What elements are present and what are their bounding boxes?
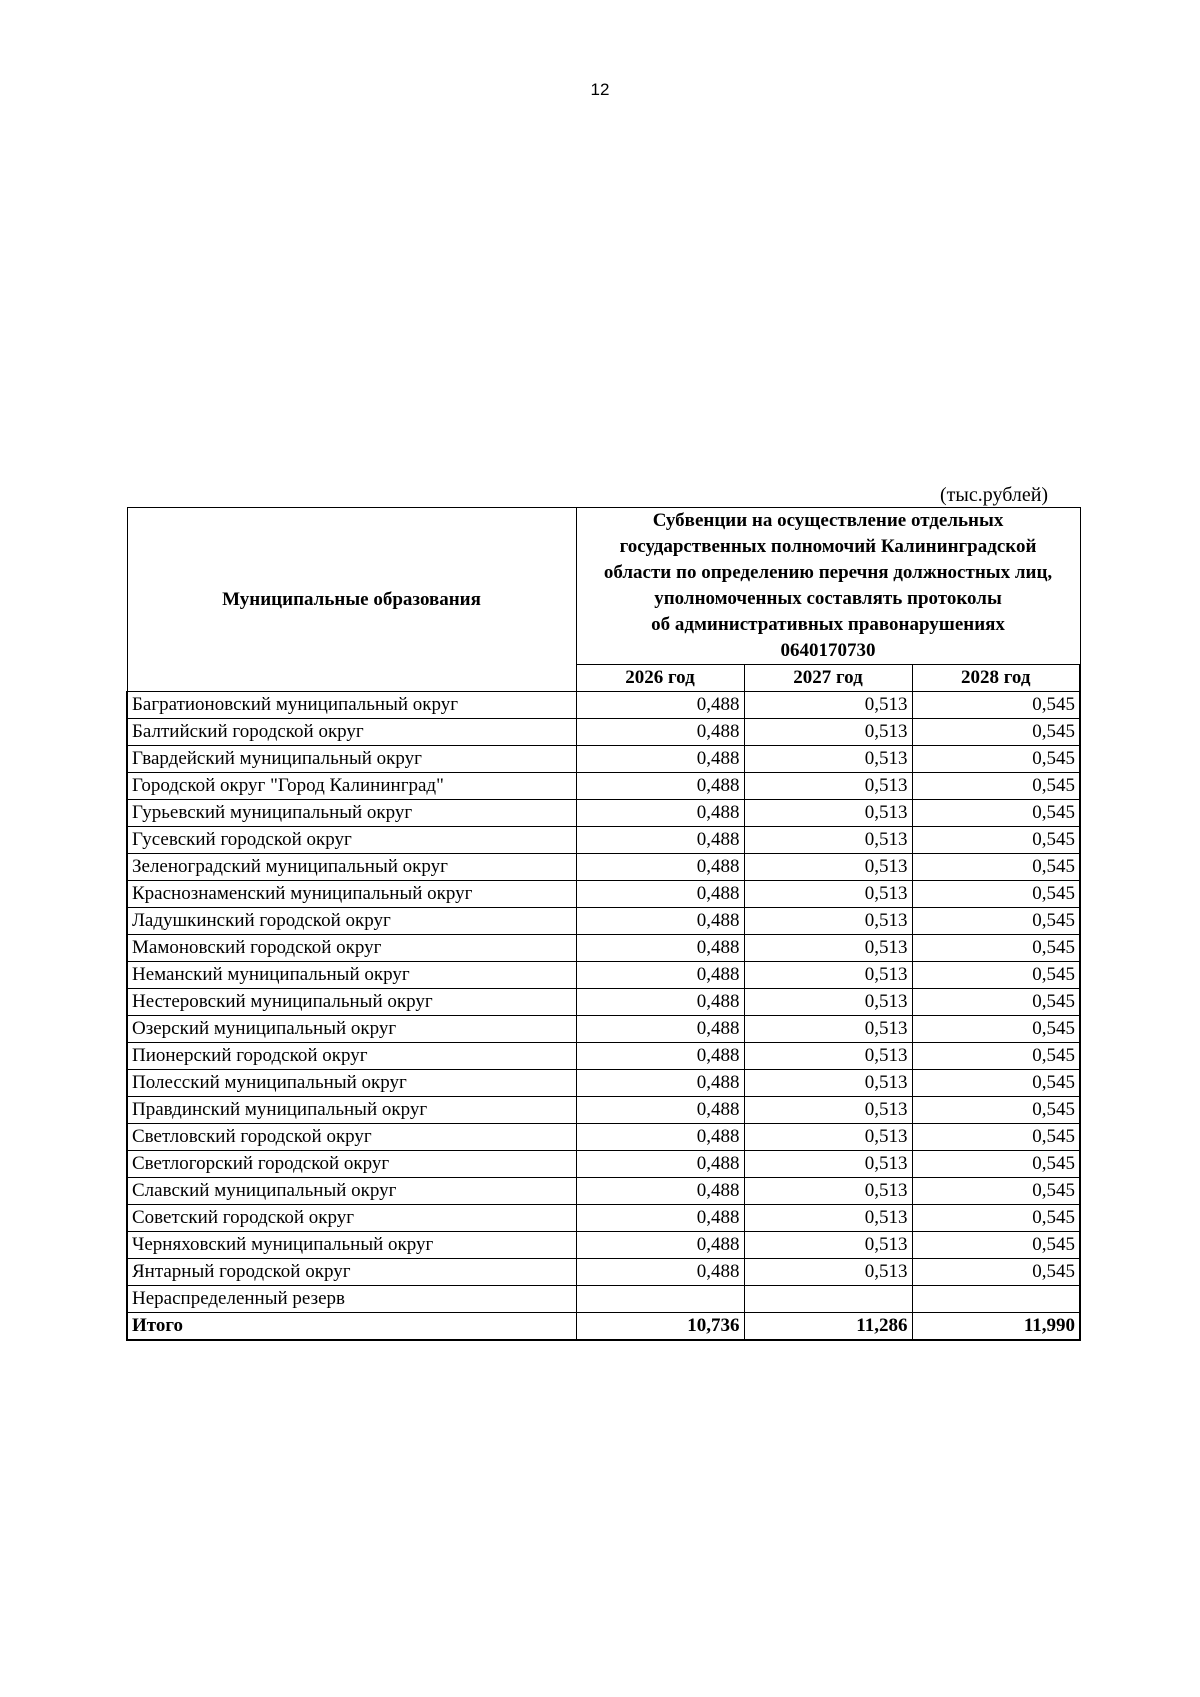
table-row xyxy=(127,962,1080,989)
value-2028: 0,545 xyxy=(912,746,1080,773)
value-2026: 0,488 xyxy=(576,719,744,746)
table-row xyxy=(127,989,1080,1016)
value-2027: 0,513 xyxy=(744,1232,912,1259)
value-2026: 0,488 xyxy=(576,1205,744,1232)
table-row xyxy=(127,881,1080,908)
municipality-name: Ладушкинский городской округ xyxy=(127,908,576,935)
value-2026: 0,488 xyxy=(576,935,744,962)
table-row xyxy=(127,1259,1080,1286)
table-row xyxy=(127,1043,1080,1070)
subvention-header-line: государственных полномочий Калининградской xyxy=(619,536,1037,557)
municipality-name: Черняховский муниципальный округ xyxy=(127,1232,576,1259)
value-2027: 0,513 xyxy=(744,1097,912,1124)
table-row xyxy=(127,746,1080,773)
table-row xyxy=(127,908,1080,935)
year-header-2026: 2026 год xyxy=(576,665,744,692)
table-row xyxy=(127,692,1080,719)
value-2026: 0,488 xyxy=(576,1070,744,1097)
value-2027: 0,513 xyxy=(744,1016,912,1043)
value-2027: 0,513 xyxy=(744,854,912,881)
value-2028: 0,545 xyxy=(912,854,1080,881)
municipality-name: Мамоновский городской округ xyxy=(127,935,576,962)
municipality-name: Нераспределенный резерв xyxy=(127,1286,576,1313)
value-2027: 0,513 xyxy=(744,1151,912,1178)
value-2026: 0,488 xyxy=(576,908,744,935)
value-2028: 0,545 xyxy=(912,800,1080,827)
municipality-name: Балтийский городской округ xyxy=(127,719,576,746)
table-row xyxy=(127,1070,1080,1097)
subvention-column-header xyxy=(576,508,1080,665)
subvention-header-line: Субвенции на осуществление отдельных xyxy=(652,510,1004,531)
value-2028: 0,545 xyxy=(912,1043,1080,1070)
value-2027: 0,513 xyxy=(744,881,912,908)
municipality-name: Краснознаменский муниципальный округ xyxy=(127,881,576,908)
year-header-2027: 2027 год xyxy=(744,665,912,692)
total-2026: 10,736 xyxy=(576,1313,744,1341)
value-2026: 0,488 xyxy=(576,746,744,773)
municipality-name: Полесский муниципальный округ xyxy=(127,1070,576,1097)
municipality-name: Пионерский городской округ xyxy=(127,1043,576,1070)
value-2027: 0,513 xyxy=(744,1070,912,1097)
municipality-name: Советский городской округ xyxy=(127,1205,576,1232)
value-2027: 0,513 xyxy=(744,1259,912,1286)
value-2026 xyxy=(576,1286,744,1313)
subvention-table xyxy=(126,507,1081,1341)
value-2027: 0,513 xyxy=(744,746,912,773)
value-2027: 0,513 xyxy=(744,773,912,800)
municipality-name: Зеленоградский муниципальный округ xyxy=(127,854,576,881)
municipality-name: Янтарный городской округ xyxy=(127,1259,576,1286)
value-2027: 0,513 xyxy=(744,935,912,962)
value-2026: 0,488 xyxy=(576,962,744,989)
value-2028: 0,545 xyxy=(912,827,1080,854)
subvention-header-line: об административных правонарушениях xyxy=(651,614,1005,635)
value-2027 xyxy=(744,1286,912,1313)
value-2027: 0,513 xyxy=(744,908,912,935)
municipality-name: Правдинский муниципальный округ xyxy=(127,1097,576,1124)
total-2028: 11,990 xyxy=(912,1313,1080,1341)
subvention-header-line: уполномоченных составлять протоколы xyxy=(654,588,1002,609)
table-row xyxy=(127,1097,1080,1124)
value-2027: 0,513 xyxy=(744,1205,912,1232)
municipality-name: Славский муниципальный округ xyxy=(127,1178,576,1205)
value-2027: 0,513 xyxy=(744,719,912,746)
municipality-name: Озерский муниципальный округ xyxy=(127,1016,576,1043)
value-2028: 0,545 xyxy=(912,1151,1080,1178)
value-2028: 0,545 xyxy=(912,773,1080,800)
value-2028: 0,545 xyxy=(912,1232,1080,1259)
value-2026: 0,488 xyxy=(576,1259,744,1286)
table-row xyxy=(127,854,1080,881)
table-row xyxy=(127,719,1080,746)
value-2028: 0,545 xyxy=(912,881,1080,908)
value-2026: 0,488 xyxy=(576,989,744,1016)
value-2028: 0,545 xyxy=(912,908,1080,935)
value-2028: 0,545 xyxy=(912,1259,1080,1286)
table-row xyxy=(127,1124,1080,1151)
value-2026: 0,488 xyxy=(576,854,744,881)
value-2028: 0,545 xyxy=(912,1070,1080,1097)
municipality-name: Светловский городской округ xyxy=(127,1124,576,1151)
table-row xyxy=(127,1151,1080,1178)
value-2026: 0,488 xyxy=(576,1232,744,1259)
page-number: 12 xyxy=(590,80,610,99)
value-2027: 0,513 xyxy=(744,800,912,827)
value-2026: 0,488 xyxy=(576,1151,744,1178)
value-2026: 0,488 xyxy=(576,692,744,719)
value-2026: 0,488 xyxy=(576,1016,744,1043)
value-2028: 0,545 xyxy=(912,935,1080,962)
value-2027: 0,513 xyxy=(744,1043,912,1070)
municipality-column-header: Муниципальные образования xyxy=(127,508,576,692)
value-2028: 0,545 xyxy=(912,1124,1080,1151)
year-header-2028: 2028 год xyxy=(912,665,1080,692)
value-2026: 0,488 xyxy=(576,1178,744,1205)
value-2027: 0,513 xyxy=(744,692,912,719)
value-2027: 0,513 xyxy=(744,989,912,1016)
value-2027: 0,513 xyxy=(744,1178,912,1205)
table-row xyxy=(127,1205,1080,1232)
table-row xyxy=(127,1286,1080,1313)
total-2027: 11,286 xyxy=(744,1313,912,1341)
value-2028 xyxy=(912,1286,1080,1313)
value-2027: 0,513 xyxy=(744,827,912,854)
table-row xyxy=(127,800,1080,827)
value-2026: 0,488 xyxy=(576,881,744,908)
value-2028: 0,545 xyxy=(912,1205,1080,1232)
value-2027: 0,513 xyxy=(744,1124,912,1151)
value-2026: 0,488 xyxy=(576,800,744,827)
table-row xyxy=(127,1178,1080,1205)
municipality-name: Гурьевский муниципальный округ xyxy=(127,800,576,827)
municipality-name: Нестеровский муниципальный округ xyxy=(127,989,576,1016)
table-row xyxy=(127,773,1080,800)
table-row xyxy=(127,827,1080,854)
table-header-row xyxy=(127,508,1080,665)
value-2028: 0,545 xyxy=(912,692,1080,719)
value-2026: 0,488 xyxy=(576,773,744,800)
value-2028: 0,545 xyxy=(912,1178,1080,1205)
table-row xyxy=(127,935,1080,962)
units-label: (тыс.рублей) xyxy=(940,484,1049,506)
value-2028: 0,545 xyxy=(912,1016,1080,1043)
subvention-budget-code: 0640170730 xyxy=(780,640,876,661)
value-2026: 0,488 xyxy=(576,827,744,854)
value-2027: 0,513 xyxy=(744,962,912,989)
table-body xyxy=(127,692,1080,1341)
subvention-header-line: области по определению перечня должностных лиц, xyxy=(603,562,1053,583)
municipality-name: Неманский муниципальный округ xyxy=(127,962,576,989)
total-label: Итого xyxy=(127,1313,576,1341)
value-2028: 0,545 xyxy=(912,962,1080,989)
value-2026: 0,488 xyxy=(576,1124,744,1151)
municipality-name: Городской округ "Город Калининград" xyxy=(127,773,576,800)
value-2028: 0,545 xyxy=(912,719,1080,746)
municipality-name: Гусевский городской округ xyxy=(127,827,576,854)
municipality-name: Гвардейский муниципальный округ xyxy=(127,746,576,773)
value-2028: 0,545 xyxy=(912,989,1080,1016)
total-row xyxy=(127,1313,1080,1341)
table-row xyxy=(127,1016,1080,1043)
municipality-name: Багратионовский муниципальный округ xyxy=(127,692,576,719)
municipality-name: Светлогорский городской округ xyxy=(127,1151,576,1178)
value-2026: 0,488 xyxy=(576,1097,744,1124)
value-2028: 0,545 xyxy=(912,1097,1080,1124)
table-row xyxy=(127,1232,1080,1259)
value-2026: 0,488 xyxy=(576,1043,744,1070)
